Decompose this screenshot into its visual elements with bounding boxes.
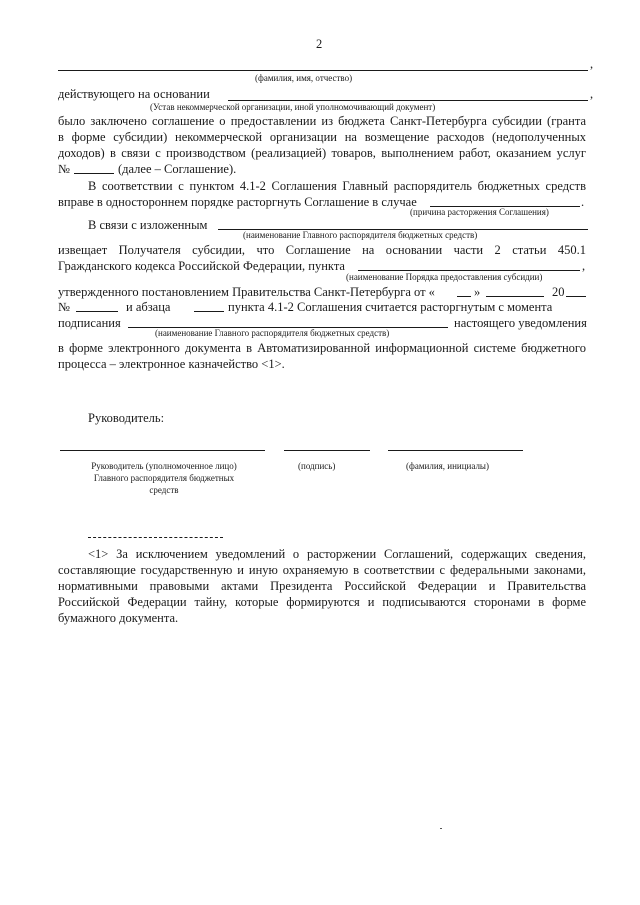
date-day-underline bbox=[457, 296, 471, 297]
para3-line7: в форме электронного документа в Автоматизированной информационной системе бюджетного bbox=[58, 341, 586, 355]
fio-label: (фамилия, имя, отчество) bbox=[255, 73, 353, 83]
fio-underline bbox=[58, 70, 588, 71]
reason-label: (причина расторжения Соглашения) bbox=[410, 207, 549, 217]
para3-line5-b: и абзаца bbox=[126, 300, 171, 314]
signature-underline bbox=[284, 450, 370, 451]
agreement-number-underline bbox=[74, 173, 114, 174]
gr-label-2: (наименование Главного распорядителя бюджетных средств) bbox=[155, 328, 390, 338]
sig-label-position-2: Главного распорядителя бюджетных bbox=[93, 473, 235, 483]
para3-line5-c: пункта 4.1-2 Соглашения считается расторгнутым с момента bbox=[228, 300, 553, 314]
para3-start: В связи с изложенным bbox=[88, 218, 208, 232]
fio-line-end: , bbox=[590, 57, 594, 71]
footnote-line2: составляющие государственную и иную охраняемую в соответствии с федеральными законами, bbox=[58, 563, 586, 577]
decree-number-underline bbox=[76, 311, 118, 312]
para3-line6-a: подписания bbox=[58, 316, 121, 330]
footnote-line4: Российской Федерации тайну, которые формируются и подписываются сторонами в форме bbox=[58, 595, 586, 609]
para1-line2: в форме субсидии) некоммерческой организации на возмещение расходов (недополученных bbox=[58, 130, 586, 144]
page-number: 2 bbox=[316, 37, 323, 51]
sig-label-position-3: средств bbox=[149, 485, 179, 495]
para1-line4-rest: (далее – Соглашение). bbox=[118, 162, 237, 176]
para1-line4-no: № bbox=[58, 162, 70, 176]
para3-line2: извещает Получателя субсидии, что Соглашение на основании части 2 статьи 450.1 bbox=[58, 243, 586, 257]
sig-label-name: (фамилия, инициалы) bbox=[406, 461, 489, 471]
position-underline bbox=[60, 450, 265, 451]
para3-line4-a: утвержденного постановлением Правительства Санкт-Петербурга от « bbox=[58, 285, 435, 299]
sig-label-signature: (подпись) bbox=[298, 461, 336, 471]
para1-line1: было заключено соглашение о предоставлении из бюджета Санкт-Петербурга субсидии (гранта bbox=[58, 114, 586, 128]
gr-label: (наименование Главного распорядителя бюджетных средств) bbox=[243, 230, 478, 240]
para1-line3: доходов) в связи с производством (реализацией) товаров, выполнением работ, оказанием услуг bbox=[58, 146, 586, 160]
charter-underline bbox=[228, 100, 588, 101]
acting-line-end: , bbox=[590, 87, 594, 101]
order-label: (наименование Порядка предоставления субсидии) bbox=[346, 272, 543, 282]
para3-line3: Гражданского кодекса Российской Федерации, пункта bbox=[58, 259, 345, 273]
sig-label-position-1: Руководитель (уполномоченное лицо) bbox=[91, 461, 237, 471]
para3-line5-a: № bbox=[58, 300, 70, 314]
footnote-line1: <1> За исключением уведомлений о расторжении Соглашений, содержащих сведения, bbox=[88, 547, 586, 561]
para2-end: . bbox=[581, 195, 585, 209]
para3-line3-end: , bbox=[582, 259, 586, 273]
head-label: Руководитель: bbox=[88, 411, 165, 425]
date-year-underline bbox=[566, 296, 586, 297]
order-underline bbox=[358, 270, 580, 271]
footnote-line3: нормативными правовыми актами Президента Российской Федерации и Правительства bbox=[58, 579, 586, 593]
para2-line2: вправе в одностороннем порядке расторгнуть Соглашение в случае bbox=[58, 195, 417, 209]
footnote-separator bbox=[88, 537, 223, 538]
para3-line8: процесса – электронное казначейство <1>. bbox=[58, 357, 285, 371]
name-underline bbox=[388, 450, 523, 451]
para3-line4-c: 20 bbox=[552, 285, 565, 299]
para3-line6-b: настоящего уведомления bbox=[454, 316, 587, 330]
para3-line4-b: » bbox=[474, 285, 481, 299]
paragraph-number-underline bbox=[194, 311, 224, 312]
acting-basis-text: действующего на основании bbox=[58, 87, 210, 101]
footnote-line5: бумажного документа. bbox=[58, 611, 179, 625]
date-month-underline bbox=[486, 296, 544, 297]
para2-line1: В соответствии с пунктом 4.1-2 Соглашения Главный распорядитель бюджетных средств bbox=[88, 179, 586, 193]
charter-label: (Устав некоммерческой организации, иной уполномочивающий документ) bbox=[150, 102, 436, 112]
scan-speck bbox=[440, 828, 442, 829]
